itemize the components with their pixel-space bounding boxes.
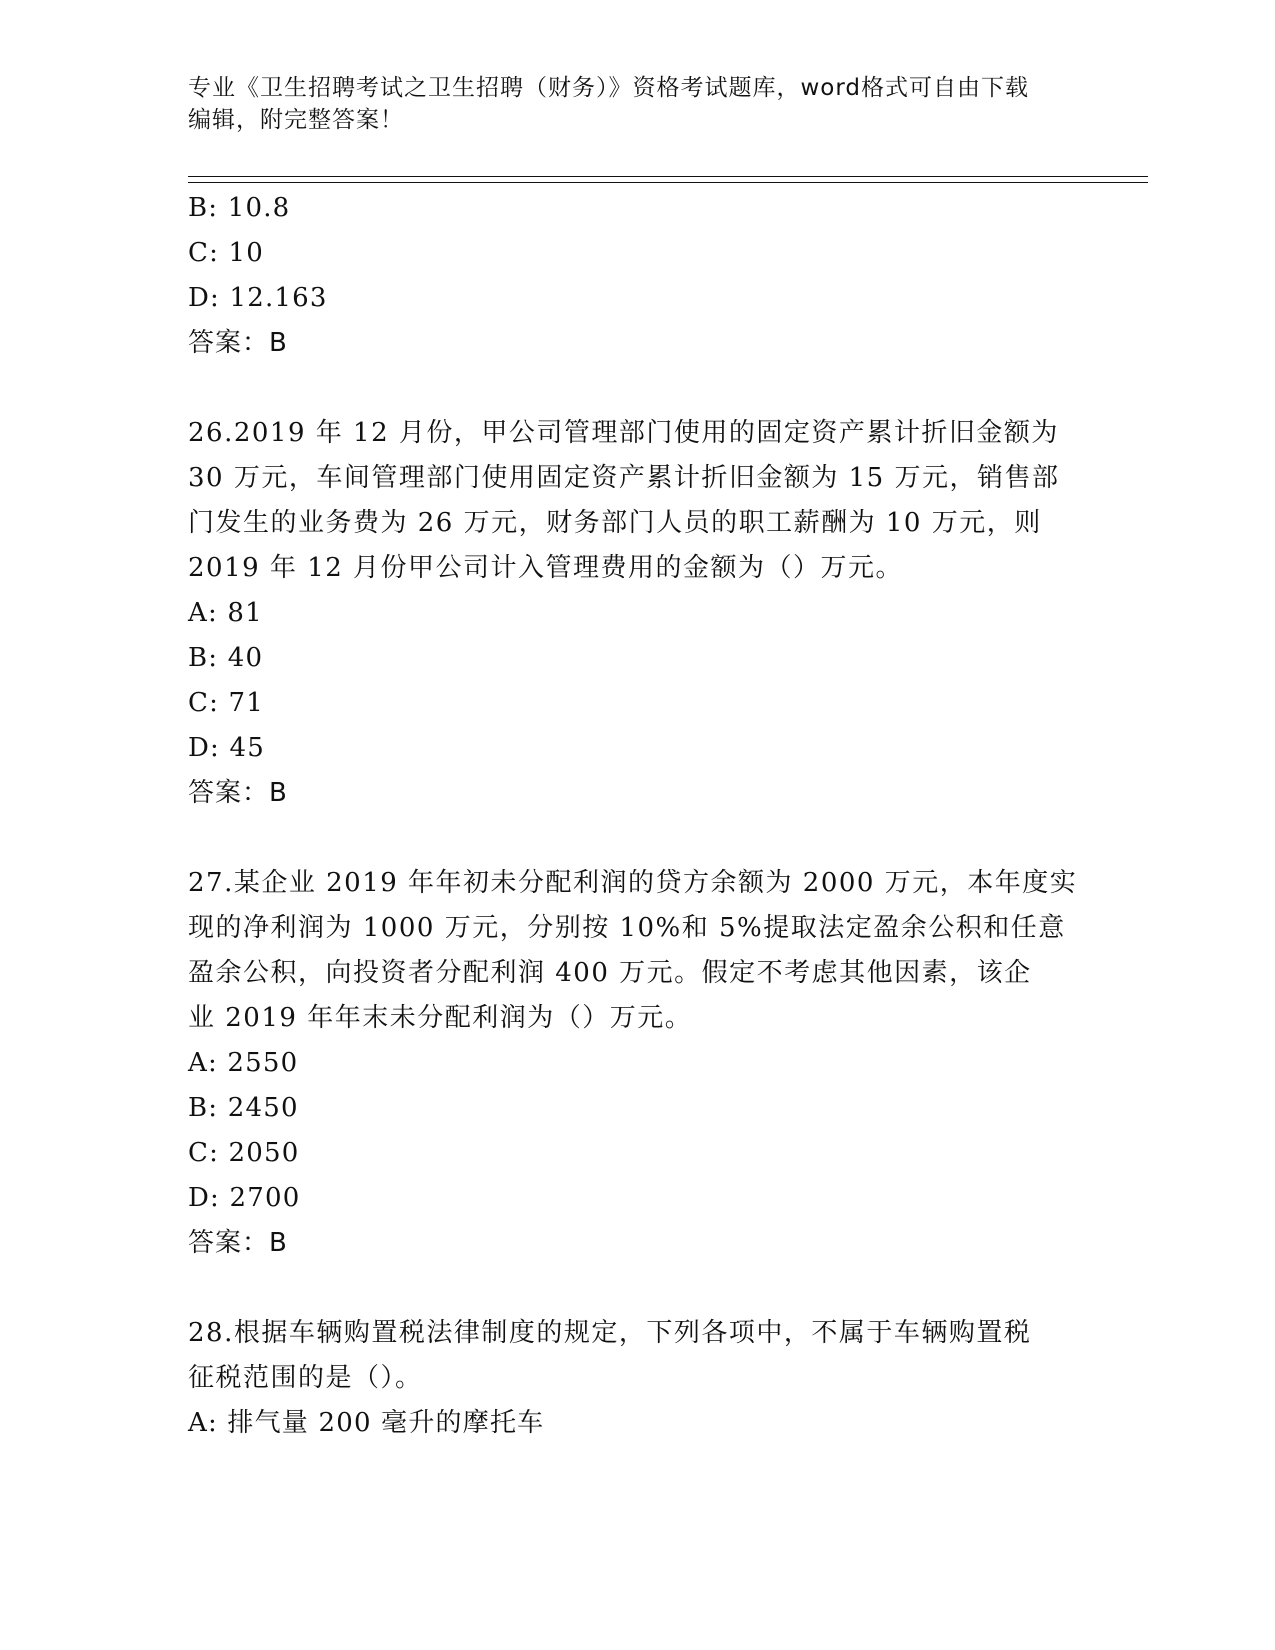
- q25-option-c: C: 10: [188, 238, 265, 268]
- q27-option-a: A: 2550: [188, 1048, 299, 1078]
- header-divider-top: [188, 176, 1148, 177]
- q27-question-text: [188, 861, 1088, 1041]
- q26-option-a: A: 81: [188, 598, 263, 628]
- q26-line-4: 2019 年 12 月份甲公司计入管理费用的金额为（）万元。: [188, 553, 904, 583]
- q26-option-c: C: 71: [188, 688, 265, 718]
- q28-line-2: 征税范围的是（）。: [188, 1363, 423, 1393]
- q26-line-1: 26.2019 年 12 月份，甲公司管理部门使用的固定资产累计折旧金额为: [188, 418, 1059, 448]
- q26-line-2: 30 万元，车间管理部门使用固定资产累计折旧金额为 15 万元，销售部: [188, 463, 1060, 493]
- q27-answer: 答案：B: [188, 1228, 288, 1258]
- q26-option-b: B: 40: [188, 643, 264, 673]
- q26-question-text: [188, 411, 1088, 591]
- header-line-1: 专业《卫生招聘考试之卫生招聘（财务）》资格考试题库，word格式可自由下载: [188, 75, 1030, 101]
- q27-line-1: 27.某企业 2019 年年初未分配利润的贷方余额为 2000 万元，本年度实: [188, 868, 1078, 898]
- q25-option-b: B: 10.8: [188, 193, 291, 223]
- q26-option-d: D: 45: [188, 733, 265, 763]
- q28-option-a: A: 排气量 200 毫升的摩托车: [188, 1408, 545, 1438]
- q27-line-2: 现的净利润为 1000 万元，分别按 10%和 5%提取法定盈余公积和任意: [188, 913, 1066, 943]
- q26-answer: 答案：B: [188, 778, 288, 808]
- q25-option-d: D: 12.163: [188, 283, 328, 313]
- q28-line-1: 28.根据车辆购置税法律制度的规定，下列各项中，不属于车辆购置税: [188, 1318, 1032, 1348]
- q26-line-3: 门发生的业务费为 26 万元，财务部门人员的职工薪酬为 10 万元，则: [188, 508, 1042, 538]
- q27-option-b: B: 2450: [188, 1093, 299, 1123]
- q25-answer: 答案：B: [188, 328, 288, 358]
- header-line-2: 编辑，附完整答案！: [188, 107, 404, 133]
- q27-line-4: 业 2019 年年末未分配利润为（）万元。: [188, 1003, 693, 1033]
- q27-line-3: 盈余公积，向投资者分配利润 400 万元。假定不考虑其他因素，该企: [188, 958, 1032, 988]
- q27-option-d: D: 2700: [188, 1183, 301, 1213]
- document-header: [188, 72, 1088, 136]
- q28-question-text: [188, 1311, 1088, 1401]
- q27-option-c: C: 2050: [188, 1138, 300, 1168]
- header-divider-bottom: [188, 182, 1148, 183]
